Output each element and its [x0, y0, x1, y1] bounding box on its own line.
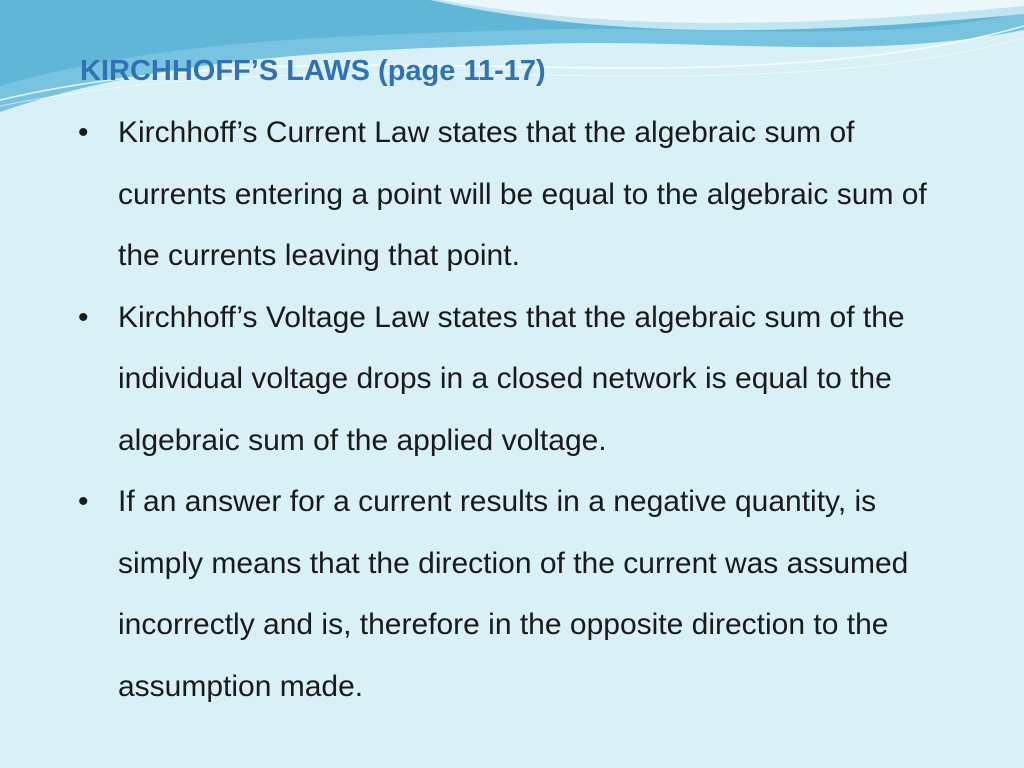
bullet-text: Kirchhoff’s Current Law states that the algebraic sum of currents entering a point will be equal to the algebraic sum of the currents leaving that point. [118, 116, 927, 272]
bullet-icon: • [78, 300, 89, 334]
bullet-item-current-law [78, 102, 958, 287]
bullet-item-negative-current [78, 471, 958, 717]
bullet-text: If an answer for a current results in a negative quantity, is simply means that the direction of the current was assumed incorrectly and is, therefore in the opposite direction to the assumption made. [118, 485, 909, 703]
bullet-list [78, 102, 958, 717]
slide-title: KIRCHHOFF’S LAWS (page 11-17) [80, 55, 546, 87]
bullet-item-voltage-law [78, 287, 958, 472]
bullet-icon: • [78, 485, 89, 518]
bullet-text: Kirchhoff’s Voltage Law states that the algebraic sum of the individual voltage drops in a closed network is equal to the algebraic sum of the applied voltage. [118, 300, 905, 457]
bullet-icon: • [78, 116, 89, 149]
